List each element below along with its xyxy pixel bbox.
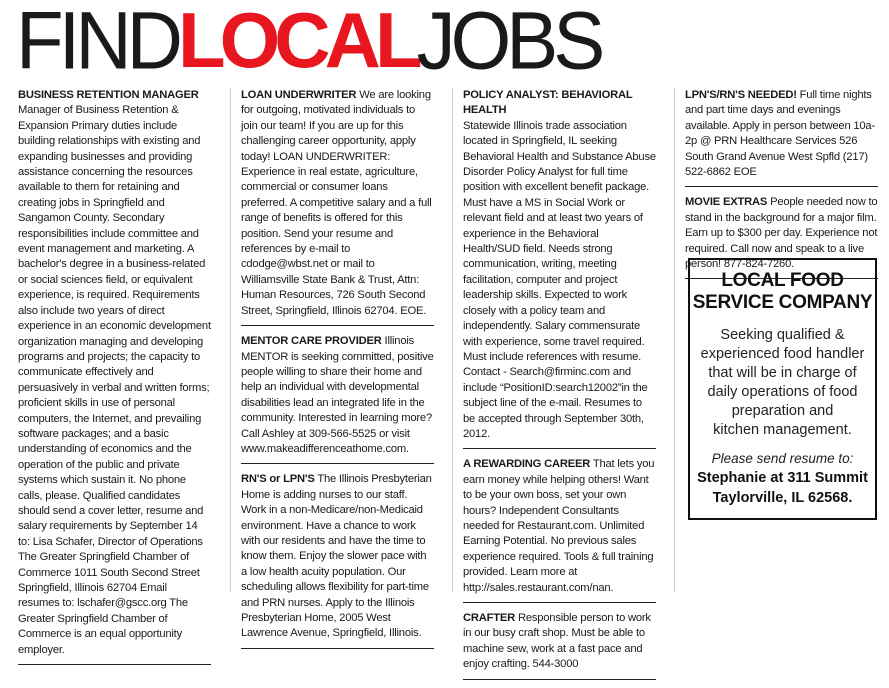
job-ad-body: Responsible person to work in our busy craft shop. Must be able to machine sew, work at a fast pace and enjoy crafting. 544-3000 bbox=[463, 612, 651, 671]
masthead-local: LOCAL bbox=[177, 0, 417, 84]
column-2 bbox=[241, 88, 434, 657]
column-divider bbox=[452, 88, 453, 592]
box-ad-body bbox=[690, 326, 875, 440]
box-ad-contact-line: Stephanie at 311 Summit bbox=[697, 470, 868, 486]
job-ad-body: Statewide Illinois trade association located in Springfield, IL seeking Behavioral Health and Substance Abuse Disorder Policy Analyst for full time position with excellent benefit package. Must have a MS in Social Work or relevant field and at least two years of experience in the Behavioral Health/SUD field. Needs strong communication, writing, meeting facilitation, computer and project leadership skills. Expected to work closely with a policy team and independently. Salary commensurate with experience, some travel required. Must include references with resume. Contact - Search@firminc.com and include “PositionID:search12002”in the subject line of the e-mail. Resumes to be accepted through September 30th, 2012. bbox=[463, 119, 656, 440]
box-ad-body-line: that will be in charge of bbox=[708, 365, 857, 381]
job-ad-body: Manager of Business Retention & Expansion Primary duties include building relationships with existing and expanding businesses and providing assistance concerning the resources available to them for retaining and creating jobs in Springfield and Sangamon County. Secondary responsibilities include committee and event management and marketing. A bachelor's degree in a business-related or social sciences field, or equivalent experience, is required. Requirements also include two years of direct experience in an economic development organization managing and developing programs and projects; the capacity to communicate effectively and persuasively in verbal and written forms; proficient skills in use of personal computers, the Internet, and prevailing software packages; and a basic understanding of economics and the operation of the public and private systems which sustain it. No phone calls, please. Qualified candidates should send a cover letter, resume and salary requirements by September 14 to: Lisa Schafer, Director of Operations The Greater Springfield Chamber of Commerce 1011 South Second Street Springfield, Illinois 62704 Email resumes to: lschafer@gscc.org The Greater Springfield Chamber of Commerce is an equal opportunity employer. bbox=[18, 104, 211, 656]
box-ad-send-line: Please send resume to: bbox=[711, 451, 854, 466]
box-ad-body-line: preparation and bbox=[731, 403, 834, 419]
job-ad-title: A REWARDING CAREER bbox=[463, 458, 591, 471]
box-ad-contact-line: Taylorville, IL 62568. bbox=[712, 490, 853, 506]
job-ad-business-retention-manager bbox=[18, 88, 211, 665]
job-ad-title: POLICY ANALYST: BEHAVIORAL HEALTH bbox=[463, 89, 633, 117]
masthead bbox=[16, 0, 601, 87]
job-ad-title: BUSINESS RETENTION MANAGER bbox=[18, 89, 199, 101]
job-ad-rewarding-career bbox=[463, 457, 656, 603]
box-ad-title-line: LOCAL FOOD bbox=[721, 270, 844, 291]
job-ad-title: LOAN UNDERWRITER bbox=[241, 89, 357, 101]
job-ad-title: CRAFTER bbox=[463, 612, 516, 624]
box-ad-title bbox=[690, 270, 875, 314]
job-ad-body: Full time nights and part time days and evenings available. Apply in person between 10a-2p @ PRN Healthcare Services 526 South Grand Avenue West Spfld (217) 522-6862 EOE bbox=[685, 89, 875, 179]
job-ad-body: Illinois MENTOR is seeking committed, positive people willing to share their home and help an individual with developmental disabilities lead an integrated life in the community. Interested in learning more? Call Ashley at 309-566-5525 or visit www.makeadifferenceathome.com. bbox=[241, 335, 434, 455]
job-ad-rns-lpns bbox=[241, 472, 434, 648]
food-service-box-ad bbox=[688, 258, 877, 520]
box-ad-body-line: daily operations of food bbox=[707, 384, 858, 400]
job-ad-policy-analyst bbox=[463, 88, 656, 449]
job-ad-body: We are looking for outgoing, motivated individuals to join our team! If you are up for this challenging career opportunity, apply today! LOAN UNDERWRITER: Experience in real estate, agriculture, commercial or consumer loans preferred. A competitive salary and a full range of benefits is offered for this position. Send your resume and references by e-mail to cdodge@wbst.net or mail to Williamsville State Bank & Trust, Attn: Human Resources, 726 South Second Street, Springfield, Illinois 62704. EOE. bbox=[241, 89, 432, 317]
box-ad-body-line: experienced food handler bbox=[700, 346, 865, 362]
job-ad-title: LPN'S/RN'S NEEDED! bbox=[685, 89, 797, 101]
job-ad-lpns-rns-needed bbox=[685, 88, 878, 187]
box-ad-body-line: Seeking qualified & bbox=[720, 327, 845, 343]
column-divider bbox=[674, 88, 675, 592]
job-ad-body: The Illinois Presbyterian Home is adding nurses to our staff. Work in a non-Medicare/non-Medicaid environment. Have a chance to work with our residents and have the time to know them. Enjoy the slower pace with a low health acuity population. Our scheduling allows flexibility for part-time and PRN nurses. Apply to the Illinois Presbyterian Home, 2005 West Lawrence Avenue, Springfield, Illinois. bbox=[241, 473, 432, 640]
column-divider bbox=[230, 88, 231, 592]
masthead-find: FIND bbox=[16, 0, 178, 87]
job-ad-loan-underwriter bbox=[241, 88, 434, 326]
box-ad-body-line: kitchen management. bbox=[713, 422, 852, 438]
job-ad-title: MOVIE EXTRAS bbox=[685, 196, 768, 209]
job-ad-crafter bbox=[463, 611, 656, 680]
job-ad-body: People needed now to stand in the background for a major film. Earn up to $300 per day. Experience not required. Call now and speak to a live person! 877-824-7260. bbox=[685, 196, 878, 271]
column-3 bbox=[463, 88, 656, 688]
job-ad-body: That lets you earn money while helping others! Want to be your own boss, set your own hours? Independent Consultants needed for Restaurant.com. Unlimited Earning Potential. No previous sales experience required. Tools & full training provided. Learn more at http://sales.restaurant.com/nan. bbox=[463, 458, 655, 594]
job-ad-title: RN'S or LPN'S bbox=[241, 473, 315, 486]
masthead-jobs: JOBS bbox=[416, 0, 601, 87]
job-ad-title: MENTOR CARE PROVIDER bbox=[241, 335, 382, 348]
box-ad-title-line: SERVICE COMPANY bbox=[692, 292, 873, 313]
job-ad-mentor-care-provider bbox=[241, 334, 434, 464]
column-1 bbox=[18, 88, 211, 673]
